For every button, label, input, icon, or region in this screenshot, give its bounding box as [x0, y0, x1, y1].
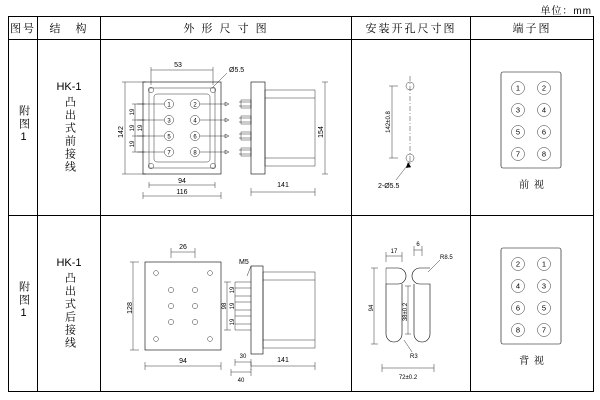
- svg-text:4: 4: [193, 118, 197, 125]
- svg-text:R8.5: R8.5: [440, 255, 453, 261]
- row2-model: HK-1: [56, 257, 82, 269]
- svg-text:19: 19: [230, 318, 236, 326]
- svg-text:142: 142: [118, 126, 125, 138]
- svg-text:2: 2: [541, 83, 547, 93]
- svg-text:6: 6: [416, 242, 420, 248]
- table-header-row: [9, 17, 594, 40]
- svg-text:2: 2: [193, 102, 197, 109]
- row2-outline-cell: [101, 216, 352, 392]
- row2-structure: 凸出式后接线: [63, 272, 76, 350]
- svg-text:7: 7: [167, 150, 171, 157]
- row2-hole-cell: [352, 216, 471, 392]
- table-row: [9, 40, 594, 216]
- svg-text:19: 19: [138, 124, 144, 132]
- svg-text:8: 8: [541, 149, 547, 159]
- svg-text:3: 3: [515, 105, 521, 115]
- row1-model: HK-1: [56, 81, 82, 93]
- row1-outline-cell: [101, 40, 352, 216]
- svg-text:M5: M5: [239, 259, 249, 266]
- svg-text:72±0.2: 72±0.2: [398, 375, 418, 381]
- svg-text:17: 17: [390, 249, 398, 255]
- svg-text:94: 94: [369, 304, 375, 312]
- svg-text:8: 8: [515, 325, 521, 335]
- row2-terminal-view-label: 背 视: [519, 356, 545, 367]
- svg-text:7: 7: [541, 325, 547, 335]
- svg-text:19: 19: [130, 140, 136, 148]
- svg-text:30: 30: [239, 354, 247, 360]
- svg-text:7: 7: [515, 149, 521, 159]
- svg-text:6: 6: [541, 127, 547, 137]
- svg-text:19: 19: [230, 302, 236, 310]
- svg-text:Ø5.5: Ø5.5: [229, 67, 245, 74]
- svg-text:19: 19: [130, 108, 136, 116]
- row1-terminal-view-label: 前 视: [519, 180, 545, 191]
- header-terminal: 端子图: [471, 17, 594, 40]
- svg-text:6: 6: [193, 134, 197, 141]
- svg-text:53: 53: [174, 62, 182, 69]
- svg-text:1: 1: [515, 83, 521, 93]
- svg-text:3: 3: [541, 281, 547, 291]
- svg-text:R3: R3: [410, 354, 418, 360]
- svg-text:19: 19: [130, 124, 136, 132]
- svg-text:2-Ø5.5: 2-Ø5.5: [378, 183, 400, 190]
- svg-text:94: 94: [178, 178, 186, 185]
- svg-text:40: 40: [237, 378, 245, 384]
- table-row: [9, 216, 594, 392]
- dimension-table: [8, 16, 594, 392]
- svg-text:5: 5: [541, 303, 547, 313]
- svg-text:4: 4: [541, 105, 547, 115]
- row1-structure: 凸出式前接线: [63, 96, 76, 174]
- header-number: 图号: [9, 17, 38, 40]
- svg-text:2: 2: [515, 259, 521, 269]
- row2-terminal-cell: [471, 216, 594, 392]
- svg-text:19: 19: [230, 286, 236, 294]
- svg-text:6: 6: [515, 303, 521, 313]
- row1-hole-cell: [352, 40, 471, 216]
- svg-text:1: 1: [167, 102, 171, 109]
- svg-text:26: 26: [179, 244, 187, 251]
- row1-number-cell: [9, 40, 38, 216]
- svg-text:141: 141: [277, 182, 289, 189]
- svg-text:128: 128: [127, 302, 134, 314]
- svg-text:8: 8: [193, 150, 197, 157]
- header-outline: 外 形 尺 寸 图: [101, 17, 352, 40]
- row2-structure-cell: [38, 216, 101, 392]
- unit-note: 单位：mm: [540, 6, 592, 17]
- header-hole: 安装开孔尺寸图: [352, 17, 471, 40]
- svg-text:5: 5: [167, 134, 171, 141]
- svg-text:4: 4: [515, 281, 521, 291]
- svg-text:5: 5: [515, 127, 521, 137]
- svg-text:94: 94: [179, 358, 187, 365]
- svg-text:141: 141: [277, 357, 289, 364]
- row2-number-cell: [9, 216, 38, 392]
- svg-text:3: 3: [167, 118, 171, 125]
- svg-text:98: 98: [222, 302, 228, 310]
- row2-number: 附图1: [17, 281, 30, 321]
- header-structure: 结 构: [38, 17, 101, 40]
- svg-text:116: 116: [176, 189, 188, 196]
- svg-text:38±0.2: 38±0.2: [403, 302, 409, 322]
- svg-text:142±0.8: 142±0.8: [386, 111, 392, 133]
- svg-text:1: 1: [541, 259, 547, 269]
- row1-structure-cell: [38, 40, 101, 216]
- row1-number: 附图1: [17, 105, 30, 145]
- svg-text:154: 154: [318, 126, 325, 138]
- row1-terminal-cell: [471, 40, 594, 216]
